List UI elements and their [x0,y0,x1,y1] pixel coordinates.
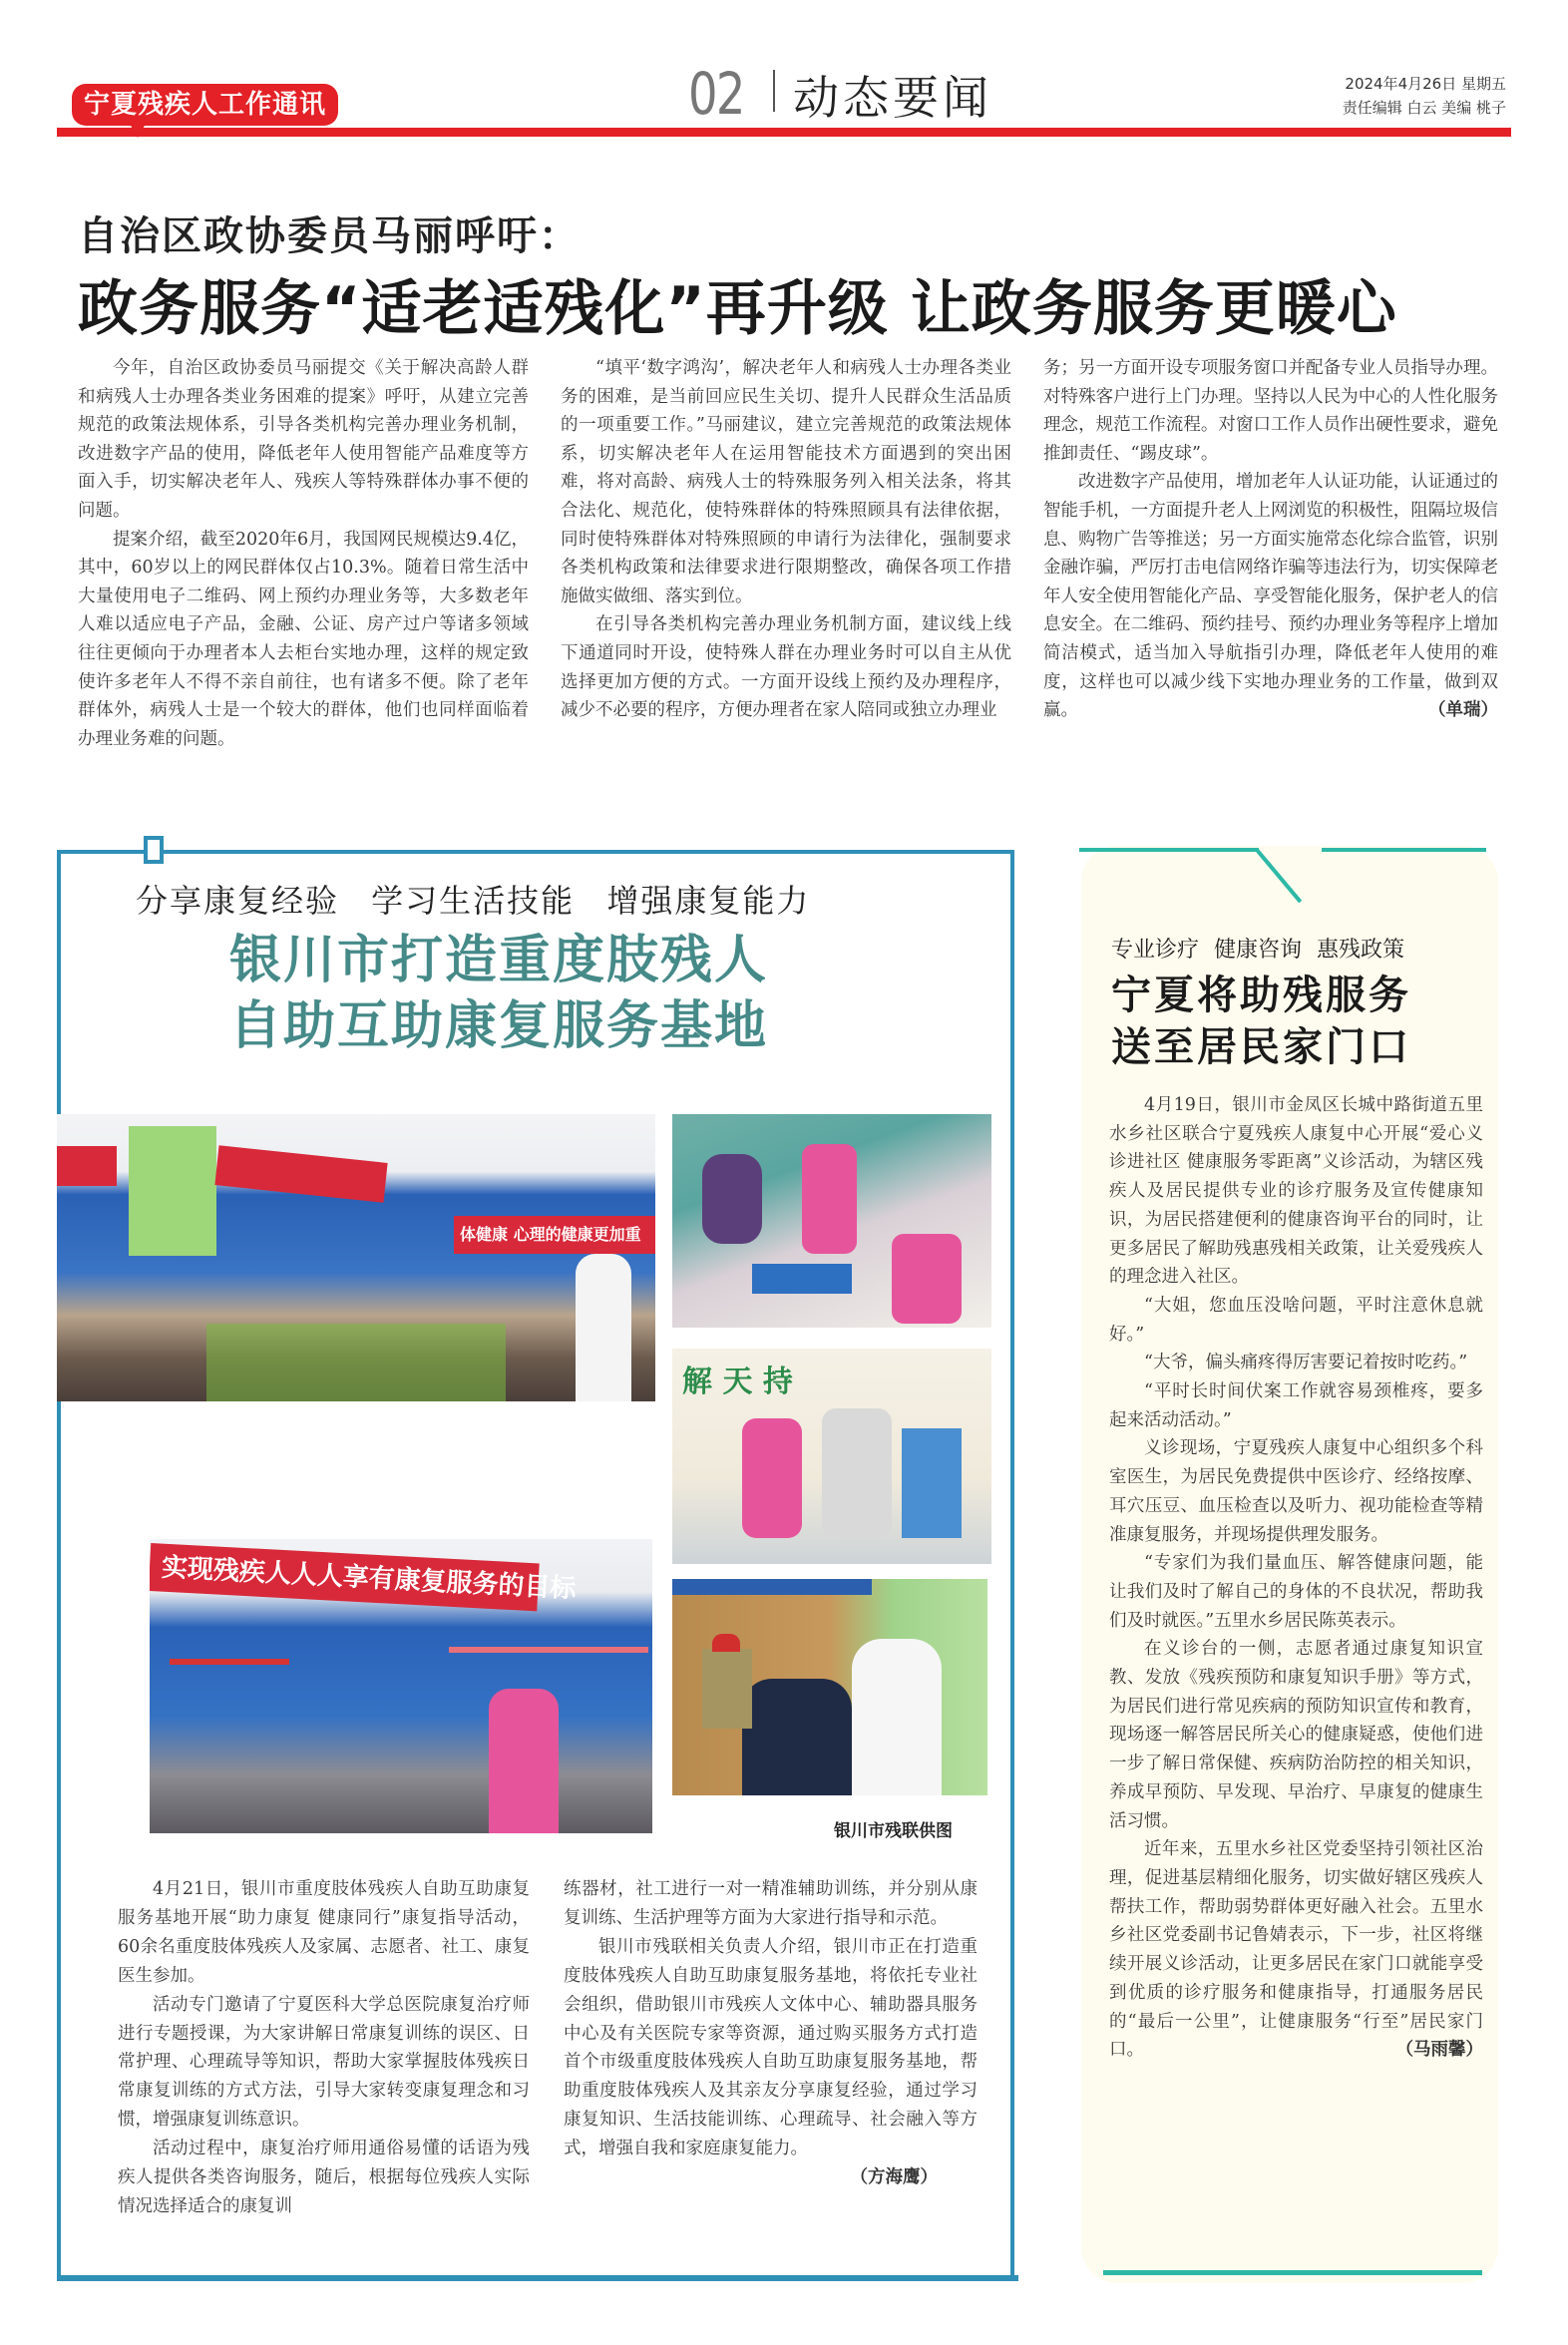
paragraph: 义诊现场，宁夏残疾人康复中心组织多个科室医生，为居民免费提供中医诊疗、经络按摩、耳穴压豆、血压检查以及听力、视功能检查等精准康复服务，并现场提供理发服务。 [1109,1438,1483,1545]
feature-frame-bottom [57,2275,1018,2281]
feature-byline: （方海鹰） [850,2167,938,2188]
lecture-photo [57,1114,655,1401]
sidebar-kicker: 专业诊疗 健康咨询 惠残政策 [1111,938,1404,963]
sidebar-rule-right [1322,848,1486,852]
hand-training-photo [672,1349,991,1564]
page-number: 02 [688,60,744,128]
sidebar-rule-left [1079,848,1259,852]
feature-frame-left [57,850,61,2279]
article-headline: 政务服务“适老适残化”再升级 让政务服务更暖心 [78,274,1397,344]
paragraph: 练器材，社工进行一对一精准辅助训练，并分别从康复训练、生活护理等方面为大家进行指导和示范。 [564,1879,978,1928]
feature-column-1 [118,1875,530,2221]
paragraph: 4月21日，银川市重度肢体残疾人自助互助康复服务基地开展“助力康复 健康同行”康复指导活动，60余名重度肢体残疾人及家属、志愿者、社工、康复医生参加。 [118,1879,530,1986]
photo-banner-text: 体健康 心理的健康更加重 [454,1216,655,1254]
paragraph: “大姐，您血压没啥问题，平时注意休息就好。” [1109,1295,1483,1345]
paragraph: 近年来，五里水乡社区党委坚持引领社区治理，促进基层精细化服务，切实做好辖区残疾人帮扶工作，帮助弱势群体更好融入社会。五里水乡社区党委副书记鲁婧表示，下一步，社区将继续开展义诊活动，让更多居民在家门口就能享受到优质的诊疗服务和健康指导，打通服务居民的“最后一公里”，让健康服务“行至”居民家门口。 （马雨馨） [1109,1835,1483,2065]
masthead-rule [57,128,1511,137]
feature-headline: 银川市打造重度肢残人 自助互助康复服务基地 [228,931,768,1056]
paragraph: “专家们为我们量血压、解答健康问题，能让我们及时了解自己的身体的不良状况，帮助我们及时就医。”五里水乡居民陈英表示。 [1109,1553,1483,1631]
issue-date: 2024年4月26日 星期五 [1345,75,1506,93]
article-column-3 [1043,354,1498,725]
masthead [0,0,1568,140]
frame-corner-marker [144,836,164,864]
paragraph: 4月19日，银川市金凤区长城中路街道五里水乡社区联合宁夏残疾人康复中心开展“爱心义诊进社区 健康服务零距离”义诊活动，为辖区残疾人及居民提供专业的诊疗服务及宣传健康知识，为居民搭建便利的健康咨询平台的同时，让更多居民了解助残惠残相关政策，让关爱残疾人的理念进入社区。 [1109,1095,1483,1288]
issue-meta [1343,72,1506,120]
sidebar-headline: 宁夏将助残服务 送至居民家门口 [1111,973,1411,1070]
doctor-consult-photo [672,1579,987,1795]
paragraph: 提案介绍，截至2020年6月，我国网民规模达9.4亿，其中，60岁以上的网民群体仅占10.3%。随着日常生活中大量使用电子二维码、网上预约办理业务等，大多数老年人难以适应电子产品，金融、公证、房产过户等诸多领域往往更倾向于办理者本人去柜台实地办理，这样的规定致使许多老年人不得不亲自前往，也有诸多不便。除了老年群体外，病残人士是一个较大的群体，他们也同样面临着办理业务难的问题。 [78,529,529,749]
editors-credit: 责任编辑 白云 美编 桃子 [1342,99,1506,117]
sidebar-rule-bottom [1103,2270,1482,2275]
paragraph: “平时长时间伏案工作就容易颈椎疼，要多起来活动活动。” [1109,1381,1483,1430]
band-exercise-photo [150,1539,652,1833]
paragraph: “大爷，偏头痛疼得厉害要记着按时吃药。” [1144,1353,1468,1373]
photo-banner-text: 实现残疾人人人享有康复服务的目标 [150,1543,540,1611]
paragraph: 在引导各类机构完善办理业务机制方面，建议线上线下通道同时开设，使特殊人群在办理业务时可以自主从优选择更加方便的方式。一方面开设线上预约及办理程序，减少不必要的程序，方便办理者在家人陪同或独立办理业 [561,614,1011,721]
article-column-2 [561,354,1011,725]
page-separator [773,70,775,112]
article-kicker: 自治区政协委员马丽呼吁： [78,213,581,259]
feature-kicker: 分享康复经验 学习生活技能 增强康复能力 [136,882,811,920]
article-column-1 [78,354,529,753]
paragraph: “填平‘数字鸿沟’，解决老年人和病残人士办理各类业务的困难，是当前回应民生关切、提升人民群众生活品质的一项重要工作。”马丽建议，建立完善规范的政策法规体系，切实解决老年人在运用智能技术方面遇到的突出困难，将对高龄、病残人士的特殊服务列入相关法条，将其合法化、规范化，使特殊群体的特殊照顾具有法律依据，同时使特殊群体对特殊照顾的申请行为法律化，强制要求各类机构政策和法律要求进行限期整改，确保各项工作措施做实做细、落实到位。 [561,358,1011,606]
section-name: 动态要闻 [793,71,992,125]
feature-column-2 [564,1875,978,2192]
paragraph: 在义诊台的一侧，志愿者通过康复知识宣教、发放《残疾预防和康复知识手册》等方式，为居民们进行常见疾病的预防知识宣传和教育，现场逐一解答居民所关心的健康疑惑，使他们进一步了解日常保健、疾病防治防控的相关知识，养成早预防、早发现、早治疗、早康复的健康生活习惯。 [1109,1639,1483,1831]
paragraph: 改进数字产品使用，增加老年人认证功能，认证通过的智能手机，一方面提升老人上网浏览的积极性，阻隔垃圾信息、购物广告等推送；另一方面实施常态化综合监管，识别金融诈骗，严厉打击电信网络诈骗等违法行为，切实保障老年人安全使用智能化产品、享受智能化服务，保护老人的信息安全。在二维码、预约挂号、预约办理业务等程序上增加简洁模式，适当加入导航指引办理，降低老年人使用的难度，这样也可以减少线下实地办理业务的工作量，做到双赢。 （单瑞） [1043,468,1498,724]
paragraph: 活动专门邀请了宁夏医科大学总医院康复治疗师进行专题授课，为大家讲解日常康复训练的误区、日常护理、心理疏导等知识，帮助大家掌握肢体残疾日常康复训练的方式方法，引导大家转变康复理念和习惯，增强康复训练意识。 [118,1994,530,2131]
paragraph: 银川市残联相关负责人介绍，银川市正在打造重度肢体残疾人自助互助康复服务基地，将依托专业社会组织，借助银川市残疾人文体中心、辅助器具服务中心及有关医院专家等资源，通过购买服务方式打造首个市级重度肢体残疾人自助互助康复服务基地，帮助重度肢体残疾人及其亲友分享康复经验，通过学习康复知识、生活技能训练、心理疏导、社会融入等方式，增强自我和家庭康复能力。 [564,1936,978,2159]
paragraph: 务；另一方面开设专项服务窗口并配备专业人员指导办理。对特殊客户进行上门办理。坚持以人民为中心的人性化服务理念，规范工作流程。对窗口工作人员作出硬性要求，避免推卸责任、“踢皮球”。 [1043,358,1498,464]
sidebar-body [1109,1091,1483,2065]
photo-banner-text: 解 天 持 [682,1365,793,1399]
photo-credit: 银川市残联供图 [834,1821,953,1841]
paragraph: 今年，自治区政协委员马丽提交《关于解决高龄人群和病残人士办理各类业务困难的提案》呼吁，从建立完善规范的政策法规体系，引导各类机构完善办理业务机制，改进数字产品的使用，降低老年人使用智能产品难度等方面入手，切实解决老年人、残疾人等特殊群体办事不便的问题。 [78,358,529,521]
article-byline: （单瑞） [1428,700,1498,721]
paragraph: 活动过程中，康复治疗师用通俗易懂的话语为残疾人提供各类咨询服务，随后，根据每位残疾人实际情况选择适合的康复训 [118,2139,530,2216]
sidebar-byline: （马雨馨） [1395,2040,1483,2061]
leg-training-photo [672,1114,991,1328]
brand-tag: 宁夏残疾人工作通讯 [72,84,338,126]
